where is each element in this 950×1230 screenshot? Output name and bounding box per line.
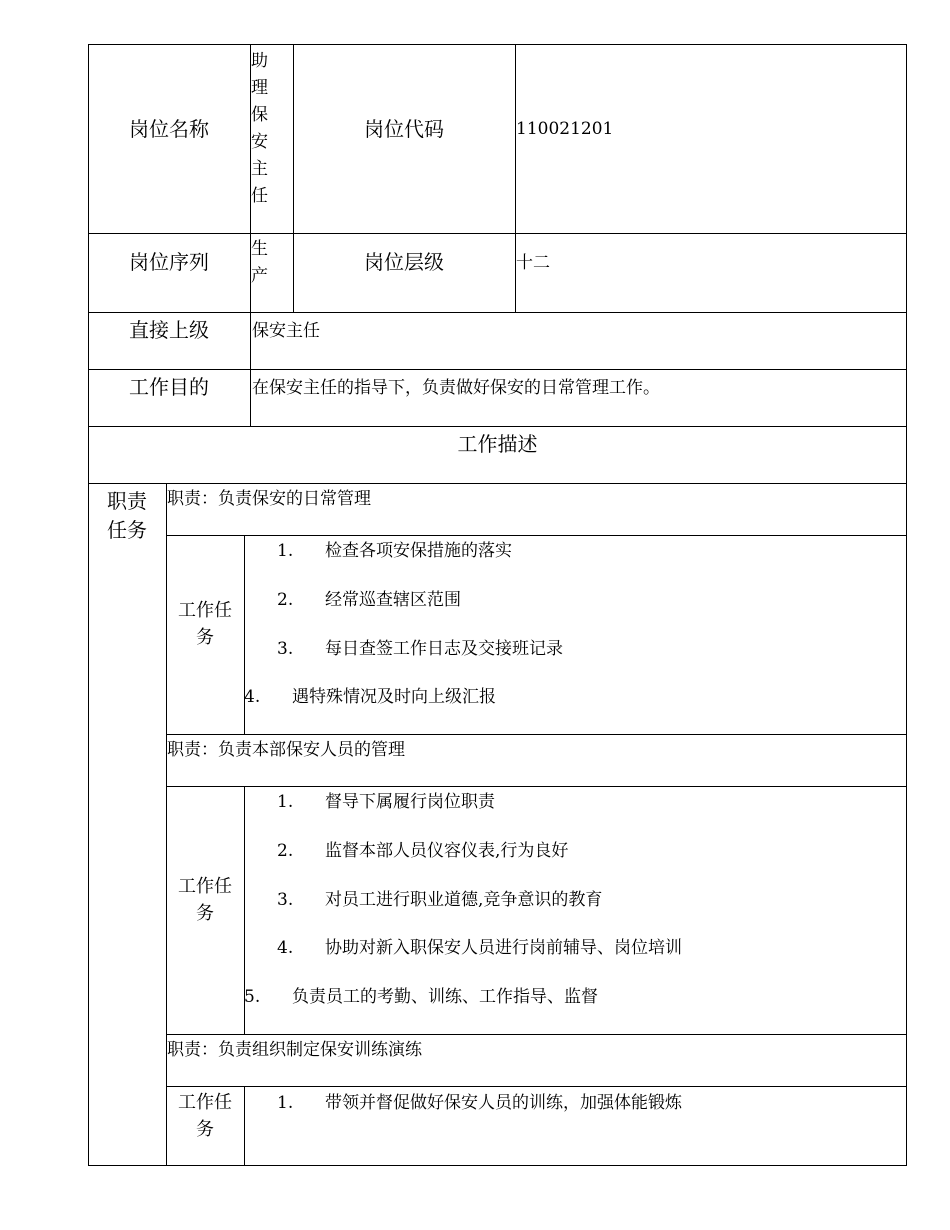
task-item (277, 791, 495, 813)
task-number: 1. (277, 1093, 294, 1113)
task-item (244, 686, 496, 708)
task-label (166, 597, 244, 651)
post-series-char: 产 (251, 266, 268, 286)
superior-value: 保安主任 (252, 321, 320, 341)
task-number: 4. (244, 687, 261, 707)
duty-title: 职责：负责本部保安人员的管理 (167, 740, 405, 760)
task-number: 1. (277, 792, 294, 812)
task-label-line: 工作任 (178, 1092, 232, 1113)
task-text: 检查各项安保措施的落实 (325, 541, 512, 561)
task-label-line: 务 (196, 627, 214, 648)
task-item (277, 1092, 682, 1114)
task-number: 3. (277, 890, 294, 910)
task-item (277, 540, 512, 562)
post-name-char: 助 (251, 51, 268, 71)
task-label (166, 873, 244, 927)
task-item (244, 986, 598, 1008)
purpose-value: 在保安主任的指导下，负责做好保安的日常管理工作。 (252, 378, 660, 398)
duties-label (88, 487, 166, 545)
post-series-char: 生 (251, 239, 268, 259)
task-text: 协助对新入职保安人员进行岗前辅导、岗位培训 (325, 938, 682, 958)
task-number: 2. (277, 590, 294, 610)
duty-title: 职责：负责保安的日常管理 (167, 489, 371, 509)
task-item (277, 937, 682, 959)
task-text: 督导下属履行岗位职责 (325, 792, 495, 812)
task-number: 4. (277, 938, 294, 958)
post-name-label: 岗位名称 (129, 117, 209, 141)
post-code-label: 岗位代码 (364, 117, 444, 141)
task-label-line: 工作任 (178, 600, 232, 621)
post-name-char: 理 (251, 78, 268, 98)
duties-label-line: 职责 (107, 489, 147, 513)
task-text: 对员工进行职业道德,竞争意识的教育 (325, 890, 603, 910)
superior-label: 直接上级 (129, 318, 209, 342)
post-name-value (251, 48, 271, 210)
post-name-char: 主 (251, 159, 268, 179)
duty-title: 职责：负责组织制定保安训练演练 (167, 1040, 422, 1060)
task-text: 监督本部人员仪容仪表,行为良好 (325, 841, 569, 861)
task-number: 2. (277, 841, 294, 861)
purpose-label: 工作目的 (129, 375, 209, 399)
post-series-value (251, 236, 271, 290)
task-number: 5. (244, 987, 261, 1007)
task-item (277, 889, 602, 911)
post-name-char: 安 (251, 132, 268, 152)
task-label-line: 工作任 (178, 876, 232, 897)
task-item (277, 638, 563, 660)
section-title: 工作描述 (457, 432, 538, 456)
task-label (166, 1089, 244, 1143)
post-series-label: 岗位序列 (129, 250, 209, 274)
task-item (277, 589, 461, 611)
task-item (277, 840, 568, 862)
duties-label-line: 任务 (107, 518, 147, 542)
task-text: 经常巡查辖区范围 (325, 590, 461, 610)
task-label-line: 务 (196, 903, 214, 924)
post-name-char: 保 (251, 105, 268, 125)
task-number: 3. (277, 639, 294, 659)
post-level-label: 岗位层级 (364, 250, 444, 274)
task-text: 带领并督促做好保安人员的训练，加强体能锻炼 (325, 1093, 682, 1113)
post-name-char: 任 (251, 186, 268, 206)
post-level-value: 十二 (516, 253, 550, 273)
post-code-value: 110021201 (516, 119, 614, 139)
task-number: 1. (277, 541, 294, 561)
task-text: 负责员工的考勤、训练、工作指导、监督 (292, 987, 598, 1007)
task-text: 遇特殊情况及时向上级汇报 (292, 687, 496, 707)
task-text: 每日查签工作日志及交接班记录 (325, 639, 563, 659)
task-label-line: 务 (196, 1119, 214, 1140)
